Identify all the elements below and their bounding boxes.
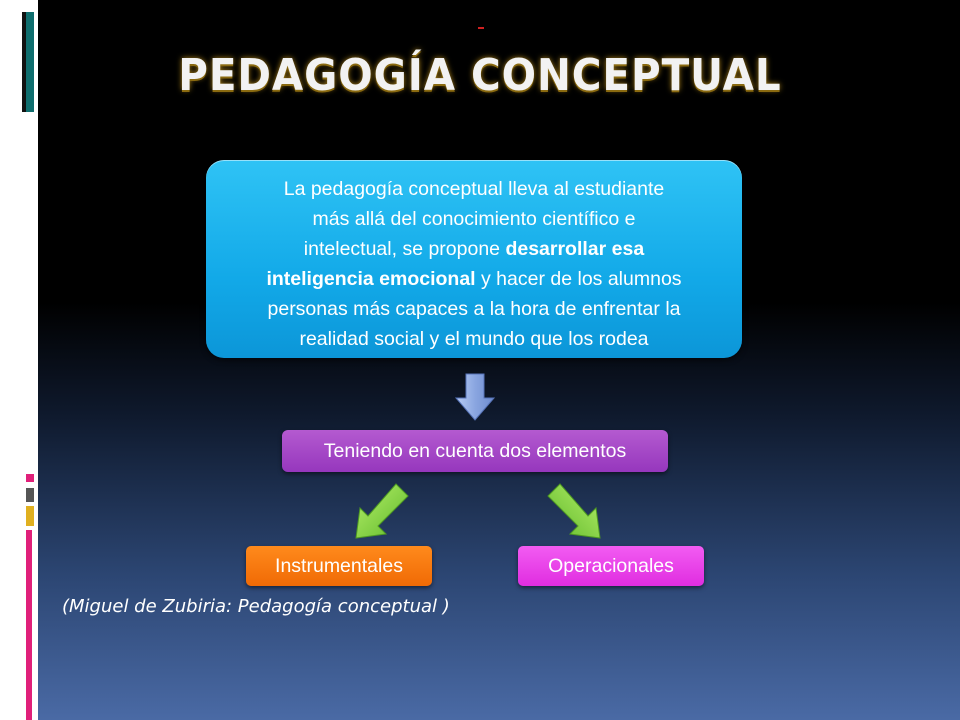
decor-bar-pink-top: [26, 474, 34, 482]
elements-box: Teniendo en cuenta dos elementos: [282, 430, 668, 472]
decor-bar-yellow: [26, 506, 34, 526]
right-diagonal-arrow-icon: [544, 482, 604, 542]
main-line-4-bold: inteligencia emocional: [266, 268, 476, 290]
main-line-3-bold: desarrollar esa: [505, 238, 645, 260]
main-concept-text: [222, 174, 726, 354]
instrumentales-box: Instrumentales: [246, 546, 432, 586]
main-line-3-plain: intelectual, se propone: [303, 238, 506, 260]
slide-title: [0, 50, 960, 101]
down-arrow-icon: [456, 372, 496, 422]
main-line-2: más allá del conocimiento científico e: [312, 208, 636, 230]
decor-bar-gray: [26, 488, 34, 502]
operacionales-box: Operacionales: [518, 546, 704, 586]
left-diagonal-arrow-icon: [352, 482, 412, 542]
title-text: PEDAGOGÍA CONCEPTUAL: [178, 50, 782, 101]
small-red-mark: [478, 27, 484, 29]
main-line-5: personas más capaces a la hora de enfrentar la: [267, 298, 681, 320]
main-line-1: La pedagogía conceptual lleva al estudiante: [283, 178, 665, 200]
main-line-6: realidad social y el mundo que los rodea: [299, 328, 649, 350]
main-concept-box: [206, 160, 742, 358]
citation-text: (Miguel de Zubiria: Pedagogía conceptual ): [62, 596, 450, 617]
decor-bar-pink: [26, 530, 32, 720]
main-line-4-plain: y hacer de los alumnos: [475, 268, 682, 290]
